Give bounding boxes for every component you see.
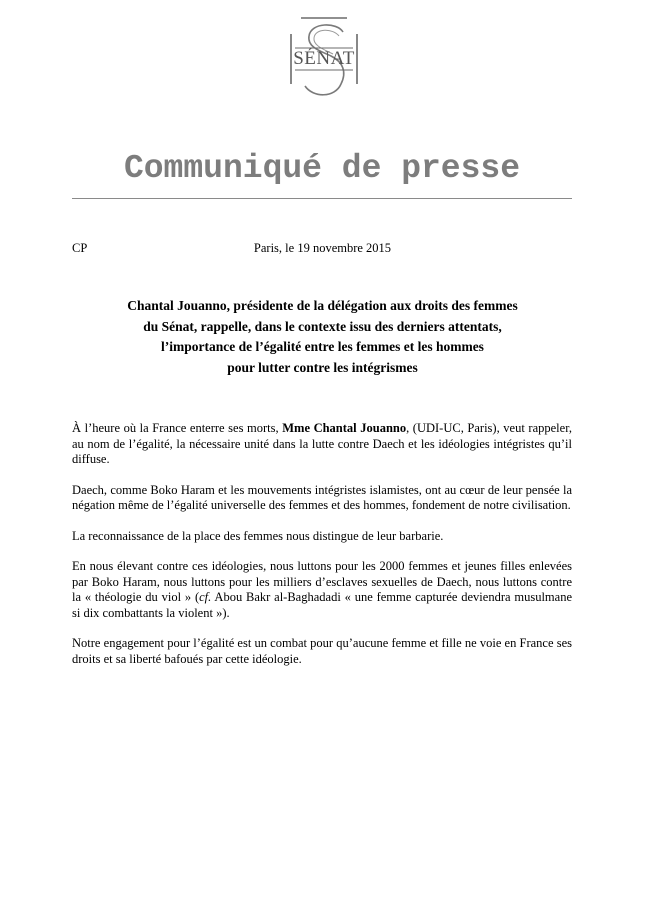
senat-logo <box>283 12 365 104</box>
paragraph-3: La reconnaissance de la place des femmes nous distingue de leur barbarie. <box>72 528 444 543</box>
headline-line: pour lutter contre les intégrismes <box>227 359 418 375</box>
p4-rest: Abou Bakr al-Baghadadi « une femme capturée deviendra musulmane si dix combattants la violent »). <box>72 590 572 620</box>
paragraph-2: Daech, comme Boko Haram et les mouvements intégristes islamistes, ont au cœur de leur pensée la négation même de l’égalité universelle des femmes et des hommes, fondement de notre civilisation. <box>72 482 572 512</box>
press-release-body <box>72 421 572 682</box>
headline-line: Chantal Jouanno, présidente de la délégation aux droits des femmes <box>127 298 518 313</box>
p1-rest: , (UDI-UC, Paris), veut rappeler, au nom de l’égalité, la nécessaire unité dans la lutte contre Daech et les idéologies intégristes qu’il diffuse. <box>72 421 572 466</box>
headline <box>60 296 585 378</box>
title-divider <box>72 198 572 199</box>
headline-line: l’importance de l’égalité entre les femmes et les hommes <box>161 339 484 354</box>
p1-intro: À l’heure où la France enterre ses morts, <box>72 421 283 435</box>
reference-code: CP <box>72 241 88 255</box>
senat-logo-text: SÉNAT <box>293 48 355 69</box>
paragraph-1 <box>72 421 572 468</box>
person-name: Mme Chantal Jouanno <box>282 421 407 435</box>
cf-abbreviation: cf. <box>199 590 212 604</box>
date-line: Paris, le 19 novembre 2015 <box>253 241 392 255</box>
paragraph-5: Notre engagement pour l’égalité est un combat pour qu’aucune femme et fille ne voie en France ses droits et sa liberté bafoués par cette idéologie. <box>72 636 572 666</box>
p4-intro: En nous élevant contre ces idéologies, nous luttons pour les 2000 femmes et jeunes filles enlevées par Boko Haram, nous luttons pour les milliers d’esclaves sexuelles de Daech, nous luttons contre la « théologie du viol » ( <box>72 559 572 604</box>
headline-line: du Sénat, rappelle, dans le contexte issu des derniers attentats, <box>143 318 502 334</box>
paragraph-4 <box>72 559 572 621</box>
page-title: Communiqué de presse <box>123 150 521 187</box>
